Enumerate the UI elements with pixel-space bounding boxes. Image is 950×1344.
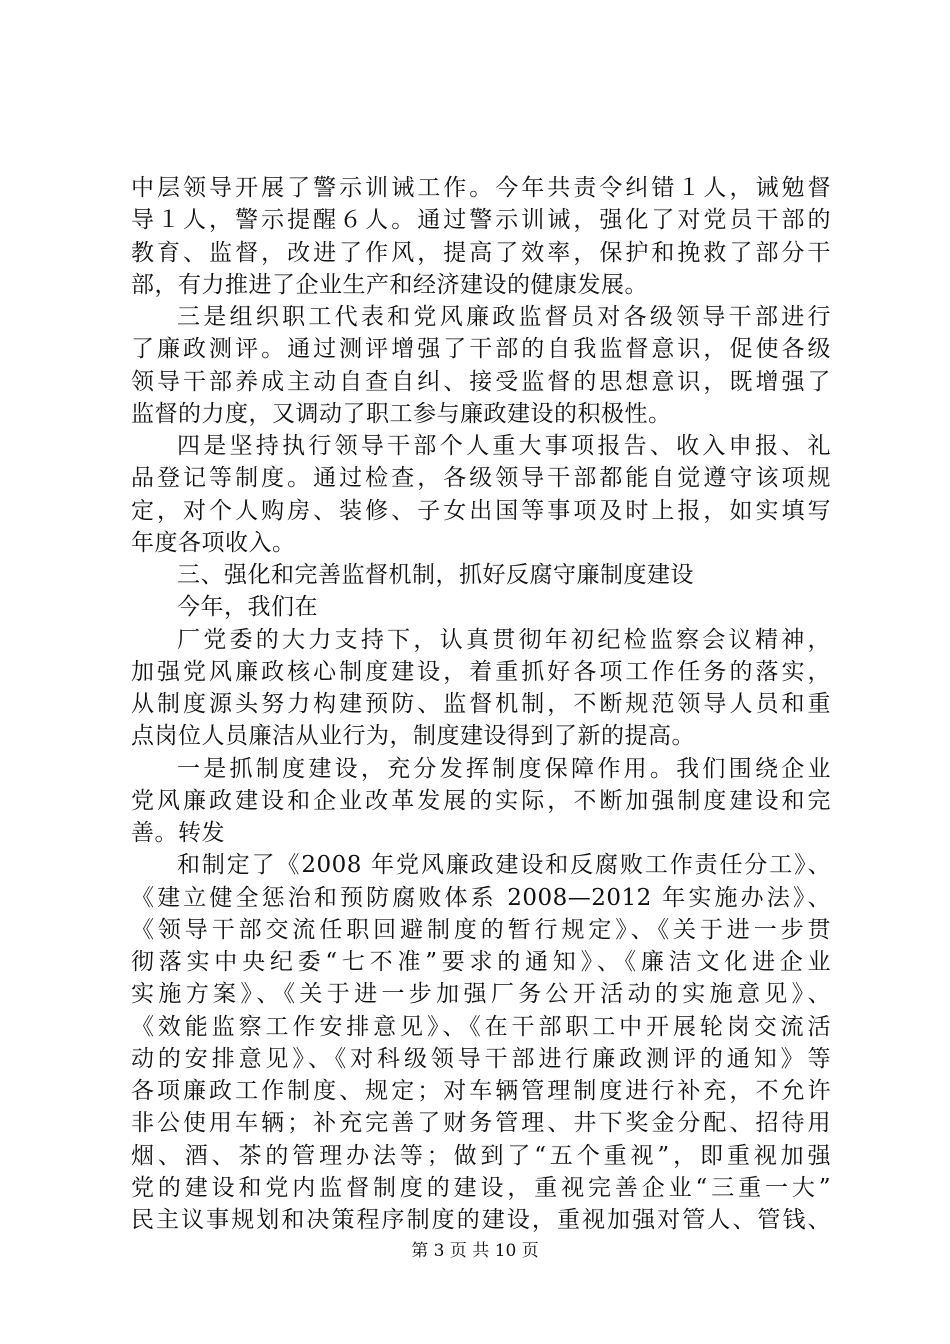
- text-line: 厂党委的大力支持下，认真贯彻年初纪检监察会议精神，: [177, 626, 831, 653]
- text-line: 今年，我们在: [177, 594, 318, 621]
- text-line: 中层领导开展了警示训诫工作。今年共责令纠错１人，诫勉督: [131, 175, 831, 201]
- text-line: 各项廉政工作制度、规定；对车辆管理制度进行补充，不允许: [131, 1078, 831, 1104]
- text-line: 加强党风廉政核心制度建设，着重抓好各项工作任务的落实，: [131, 658, 831, 685]
- text-line: 党风廉政建设和企业改革发展的实际，不断加强制度建设和完: [131, 787, 831, 814]
- text-line: 《效能监察工作安排意见》、《在干部职工中开展轮岗交流活: [131, 1013, 831, 1040]
- text-line: 从制度源头努力构建预防、监督机制，不断规范领导人员和重: [131, 691, 831, 717]
- text-line: 部，有力推进了企业生产和经济建设的健康发展。: [131, 271, 648, 298]
- text-line: 一是抓制度建设，充分发挥制度保障作用。我们围绕企业: [177, 755, 831, 782]
- text-line: 导１人，警示提醒６人。通过警示训诫，强化了对党员干部的: [131, 207, 831, 234]
- text-line: 烟、酒、茶的管理办法等；做到了“五个重视”，即重视加强: [131, 1142, 831, 1169]
- text-line: 和制定了《2008 年党风廉政建设和反腐败工作责任分工》、: [177, 852, 831, 879]
- text-line: 实施方案》、《关于进一步加强厂务公开活动的实施意见》、: [131, 981, 831, 1008]
- text-line: 四是坚持执行领导干部个人重大事项报告、收入申报、礼: [177, 433, 831, 459]
- text-line: 动的安排意见》、《对科级领导干部进行廉政测评的通知》等: [131, 1045, 831, 1072]
- text-line: 点岗位人员廉洁从业行为，制度建设得到了新的提高。: [131, 723, 695, 750]
- text-line: 定，对个人购房、装修、子女出国等事项及时上报，如实填写: [131, 497, 831, 524]
- text-line: 民主议事规划和决策程序制度的建设，重视加强对管人、管钱、: [131, 1207, 831, 1233]
- text-line: 善。转发: [131, 820, 225, 846]
- text-line: 品登记等制度。通过检查，各级领导干部都能自觉遵守该项规: [131, 465, 831, 492]
- text-line: 监督的力度，又调动了职工参与廉政建设的积极性。: [131, 400, 672, 427]
- text-line: 年度各项收入。: [131, 529, 296, 556]
- text-line: 《建立健全惩治和预防腐败体系 2008—2012 年实施办法》、: [131, 884, 831, 911]
- text-line: 非公使用车辆；补充完善了财务管理、井下奖金分配、招待用: [131, 1110, 831, 1137]
- text-line: 了廉政测评。通过测评增强了干部的自我监督意识，促使各级: [131, 336, 831, 363]
- text-line: 教育、监督，改进了作风，提高了效率，保护和挽救了部分干: [131, 239, 831, 266]
- text-line: 彻落实中央纪委“七不准”要求的通知》、《廉洁文化进企业: [131, 949, 831, 975]
- text-line: 《领导干部交流任职回避制度的暂行规定》、《关于进一步贯: [131, 916, 831, 943]
- page-footer: 第 3 页 共 10 页: [411, 1241, 539, 1261]
- text-line: 三是组织职工代表和党风廉政监督员对各级领导干部进行: [177, 304, 831, 330]
- text-line: 党的建设和党内监督制度的建设，重视完善企业“三重一大”: [131, 1174, 831, 1201]
- text-line: 领导干部养成主动自查自纠、接受监督的思想意识，既增强了: [131, 368, 831, 395]
- document-body: [131, 172, 831, 1236]
- text-line: 三、强化和完善监督机制，抓好反腐守廉制度建设: [177, 562, 694, 588]
